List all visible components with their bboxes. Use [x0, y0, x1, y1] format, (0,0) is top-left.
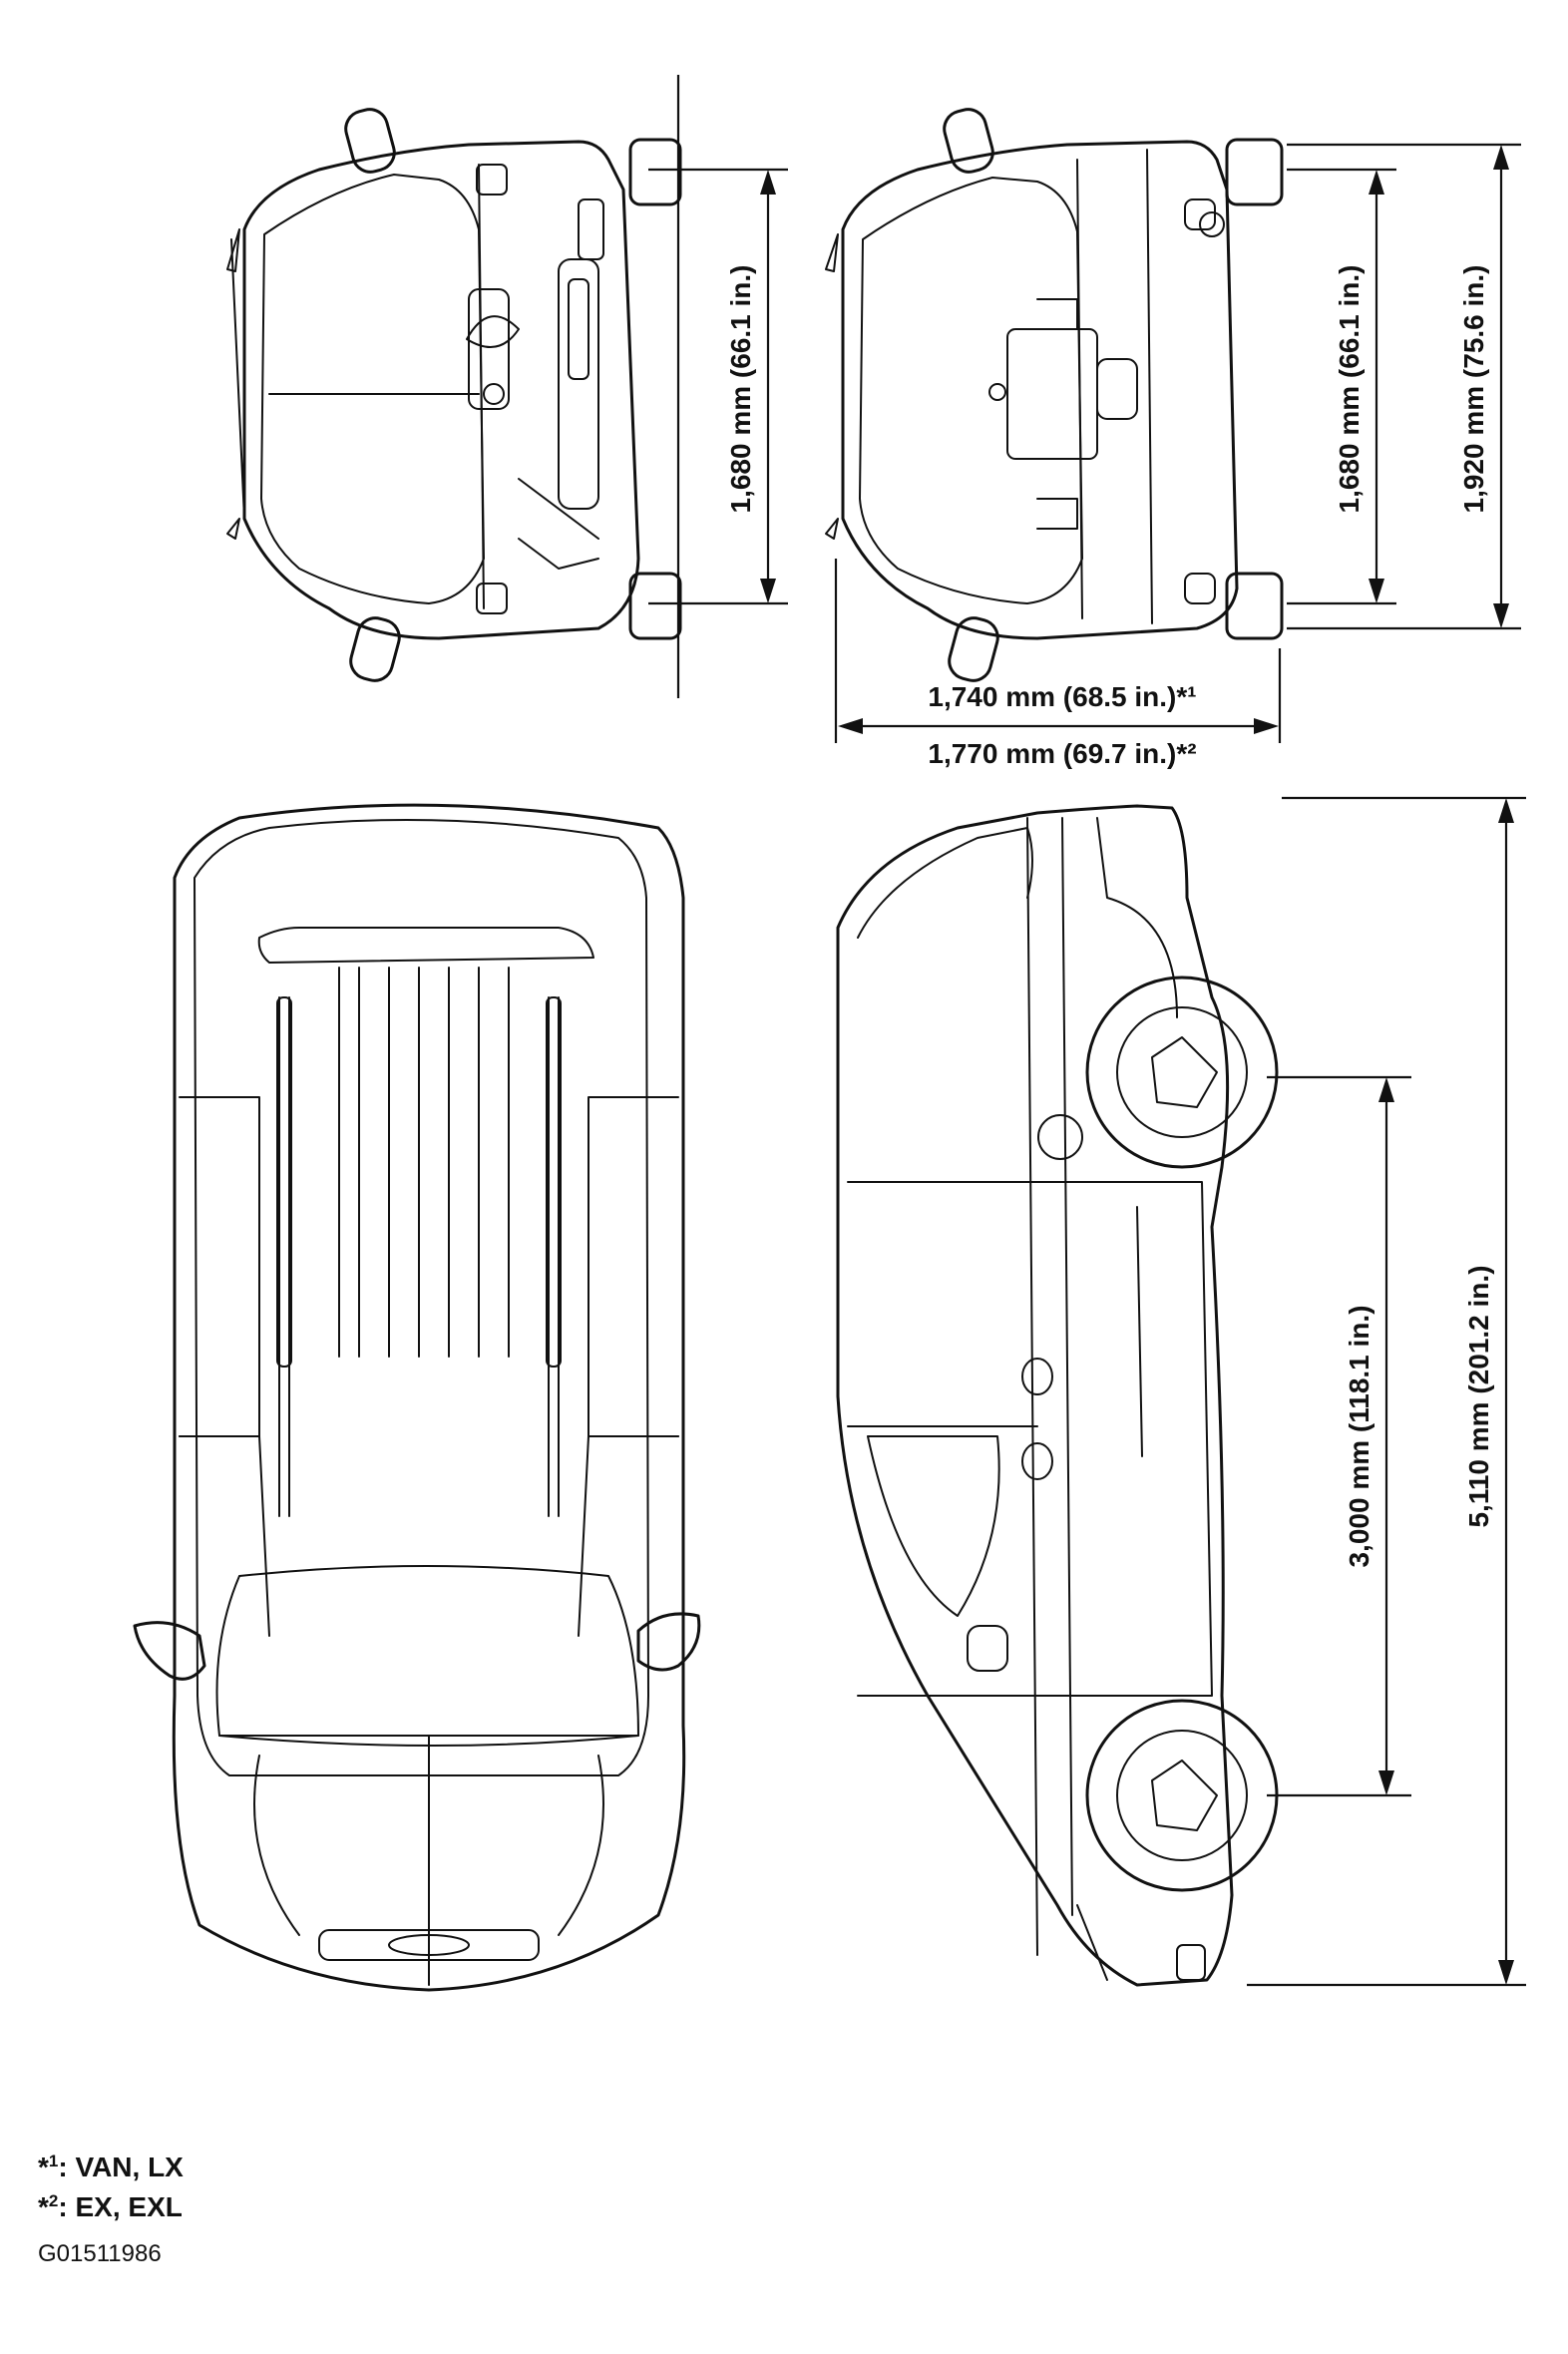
- rear-view-drawing: [826, 106, 1282, 685]
- footnote-2: *$^2$: EX, EXL: [38, 2191, 183, 2222]
- footnotes: [38, 2145, 184, 2224]
- top-view-drawing: [135, 805, 699, 1990]
- wheelbase-label: 3,000 mm (118.1 in.): [1344, 1305, 1374, 1568]
- footnote-1: *$^1$: VAN, LX: [38, 2152, 184, 2182]
- figure-code: G01511986: [38, 2240, 162, 2267]
- front-view-drawing: [227, 106, 680, 685]
- overall-length-label: 5,110 mm (201.2 in.): [1463, 1265, 1494, 1528]
- front-track-label: 1,680 mm (66.1 in.): [725, 264, 756, 514]
- dimension-lines: [648, 75, 1526, 1985]
- overall-height-label: 1,920 mm (75.6 in.): [1458, 264, 1489, 514]
- overall-width-label-2: 1,770 mm (69.7 in.)*²: [928, 738, 1197, 769]
- side-view-drawing: [838, 806, 1277, 1985]
- overall-width-label-1: 1,740 mm (68.5 in.)*¹: [928, 681, 1197, 712]
- rear-track-label: 1,680 mm (66.1 in.): [1334, 264, 1365, 514]
